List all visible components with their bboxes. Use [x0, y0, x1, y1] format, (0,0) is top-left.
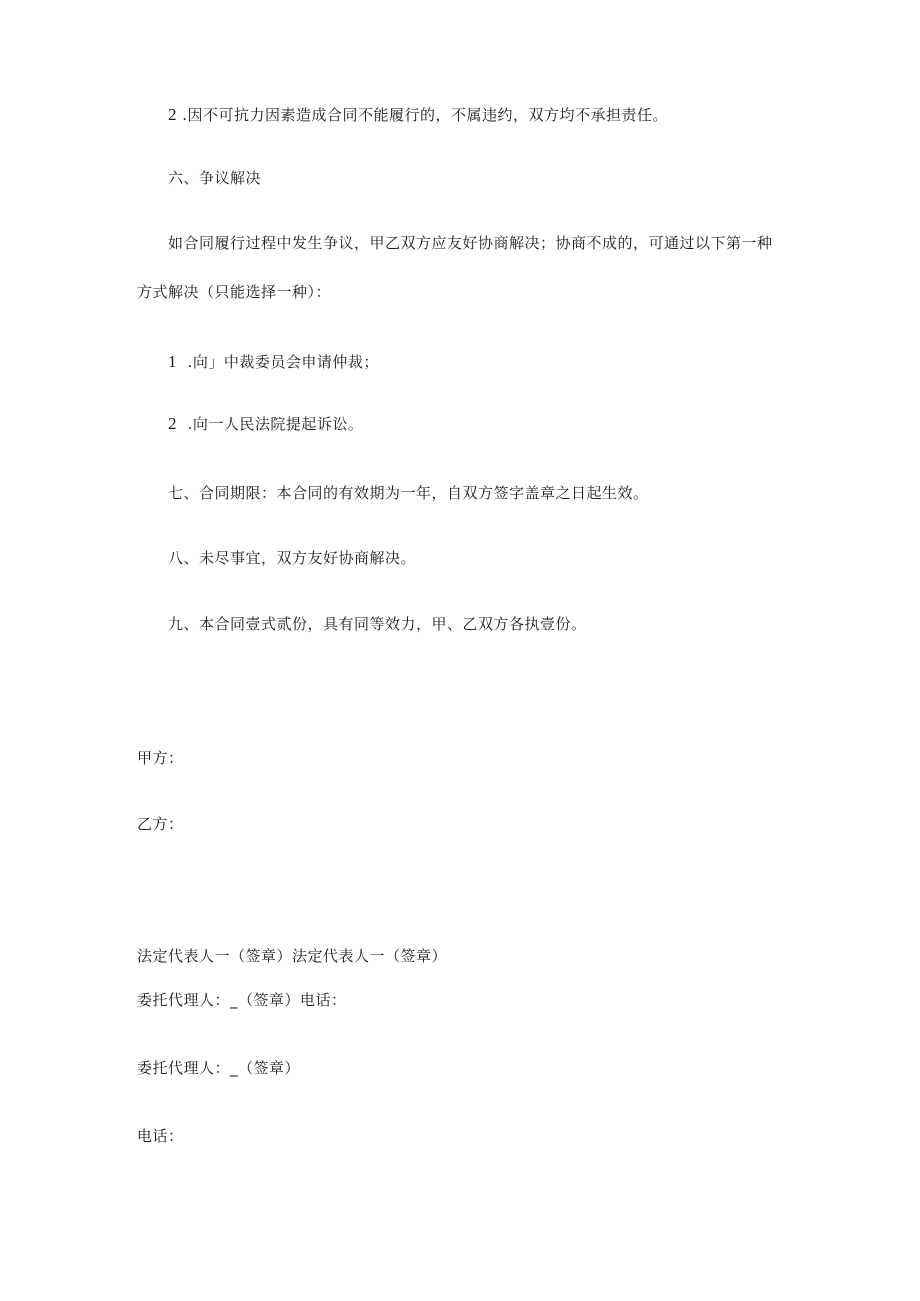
option-text: .向一人民法院提起诉讼。	[187, 415, 364, 433]
dispute-option-arbitration	[168, 352, 379, 372]
clause-term: 七、合同期限：本合同的有效期为一年，自双方签字盖章之日起生效。	[168, 484, 649, 502]
dispute-paragraph-line-1: 如合同履行过程中发生争议，甲乙双方应友好协商解决；协商不成的，可通过以下第一种	[168, 234, 773, 252]
agent-line-1: 委托代理人：_（签章）电话：	[137, 991, 347, 1009]
agent-line-2: 委托代理人：_（签章）	[137, 1059, 301, 1077]
party-b-label: 乙方：	[137, 815, 184, 833]
clause-copies: 九、本合同壹式贰份，具有同等效力，甲、乙双方各执壹份。	[168, 615, 587, 633]
clause-unresolved: 八、未尽事宜，双方友好协商解决。	[168, 549, 417, 567]
clause-number: 2	[168, 105, 177, 124]
legal-representatives-line: 法定代表人一（签章）法定代表人一（签章）	[137, 947, 448, 965]
clause-force-majeure	[168, 105, 668, 125]
option-text: .向」中裁委员会申请仲裁；	[187, 353, 379, 371]
clause-text: .因不可抗力因素造成合同不能履行的，不属违约，双方均不承担责任。	[182, 106, 669, 124]
phone-label: 电话：	[137, 1127, 184, 1145]
party-a-label: 甲方：	[137, 749, 184, 767]
dispute-option-litigation	[168, 414, 363, 434]
section-heading-dispute: 六、争议解决	[168, 169, 262, 187]
option-number: 2	[168, 414, 177, 433]
option-number: 1	[168, 352, 177, 371]
dispute-paragraph-line-2: 方式解决（只能选择一种）：	[137, 283, 332, 301]
